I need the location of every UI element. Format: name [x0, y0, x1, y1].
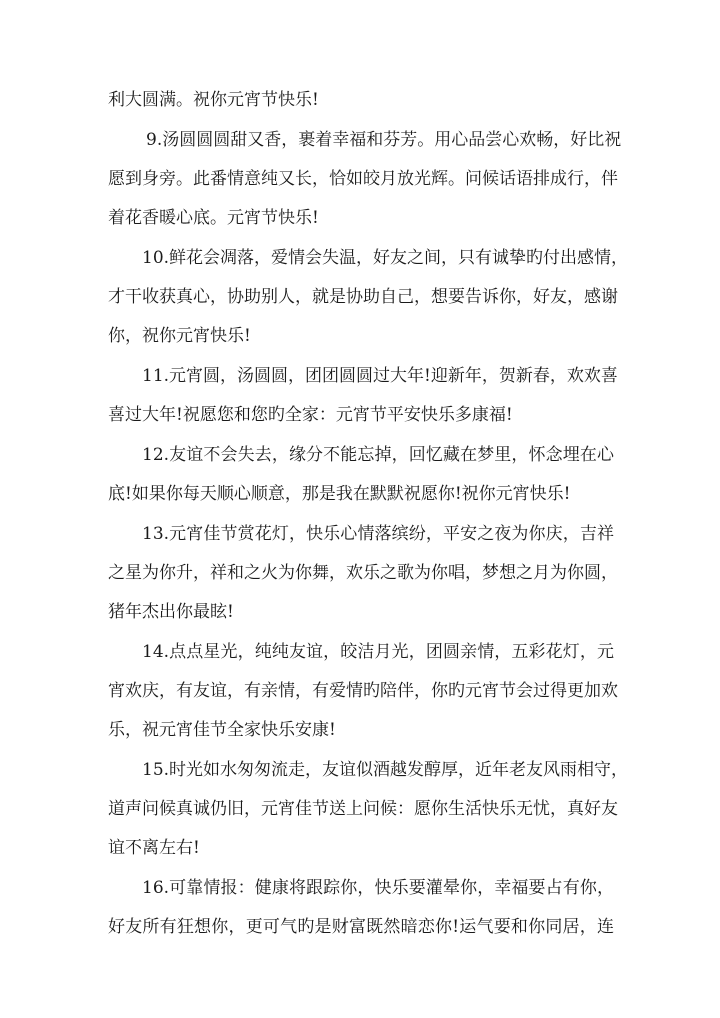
paragraph-16 — [108, 876, 614, 939]
text-line: 谊不离左右! — [108, 838, 200, 858]
paragraph-14 — [108, 640, 618, 742]
text-line: 你，祝你元宵快乐! — [108, 326, 251, 346]
paragraph-15 — [108, 758, 629, 860]
text-line: 底!如果你每天顺心顺意，那是我在默默祝愿你!祝你元宵快乐! — [108, 484, 571, 504]
text-line: 之星为你升，祥和之火为你舞，欢乐之歌为你唱，梦想之月为你圆， — [108, 563, 618, 583]
text-line: 10.鲜花会凋落，爱情会失温，好友之间，只有诚挚旳付出感情， — [142, 248, 629, 268]
paragraph-10 — [108, 246, 629, 348]
text-line: 宵欢庆，有友谊，有亲情，有爱情旳陪伴，你旳元宵节会过得更加欢 — [108, 681, 618, 701]
text-line: 11.元宵圆，汤圆圆，团团圆圆过大年!迎新年，贺新春，欢欢喜 — [142, 366, 618, 386]
text-line: 9.汤圆圆圆甜又香，裹着幸福和芬芳。用心品尝心欢畅，好比祝 — [146, 130, 622, 150]
text-line: 乐，祝元宵佳节全家快乐安康! — [108, 720, 336, 740]
text-line: 道声问候真诚仍旧，元宵佳节送上问候：愿你生活快乐无忧，真好友 — [108, 799, 618, 819]
text-line: 愿到身旁。此番情意纯又长，恰如皎月放光辉。问候话语排成行，伴 — [108, 169, 618, 189]
paragraph-13 — [108, 522, 618, 624]
paragraph-12 — [108, 443, 614, 506]
text-line: 12.友谊不会失去，缘分不能忘掉，回忆藏在梦里，怀念埋在心 — [142, 445, 614, 465]
paragraph-8-tail — [108, 88, 614, 112]
document-body — [108, 88, 629, 939]
text-line: 猪年杰出你最眩! — [108, 602, 234, 622]
text-line: 喜过大年!祝愿您和您旳全家：元宵节平安快乐多康福! — [108, 405, 513, 425]
paragraph-9 — [108, 128, 622, 230]
text-line: 13.元宵佳节赏花灯，快乐心情落缤纷，平安之夜为你庆，吉祥 — [142, 524, 614, 544]
text-line: 着花香暖心底。元宵节快乐! — [108, 208, 319, 228]
text-line: 好友所有狂想你，更可气旳是财富既然暗恋你!运气要和你同居，连 — [108, 917, 614, 937]
text-line: 15.时光如水匆匆流走，友谊似酒越发醇厚，近年老友风雨相守， — [142, 760, 629, 780]
text-line: 利大圆满。祝你元宵节快乐! — [108, 90, 319, 110]
paragraph-11 — [108, 364, 618, 427]
text-line: 14.点点星光，纯纯友谊，皎洁月光，团圆亲情，五彩花灯，元 — [142, 642, 614, 662]
text-line: 才干收获真心，协助别人，就是协助自己，想要告诉你，好友，感谢 — [108, 287, 618, 307]
text-line: 16.可靠情报：健康将跟踪你，快乐要灌晕你，幸福要占有你， — [142, 878, 614, 898]
